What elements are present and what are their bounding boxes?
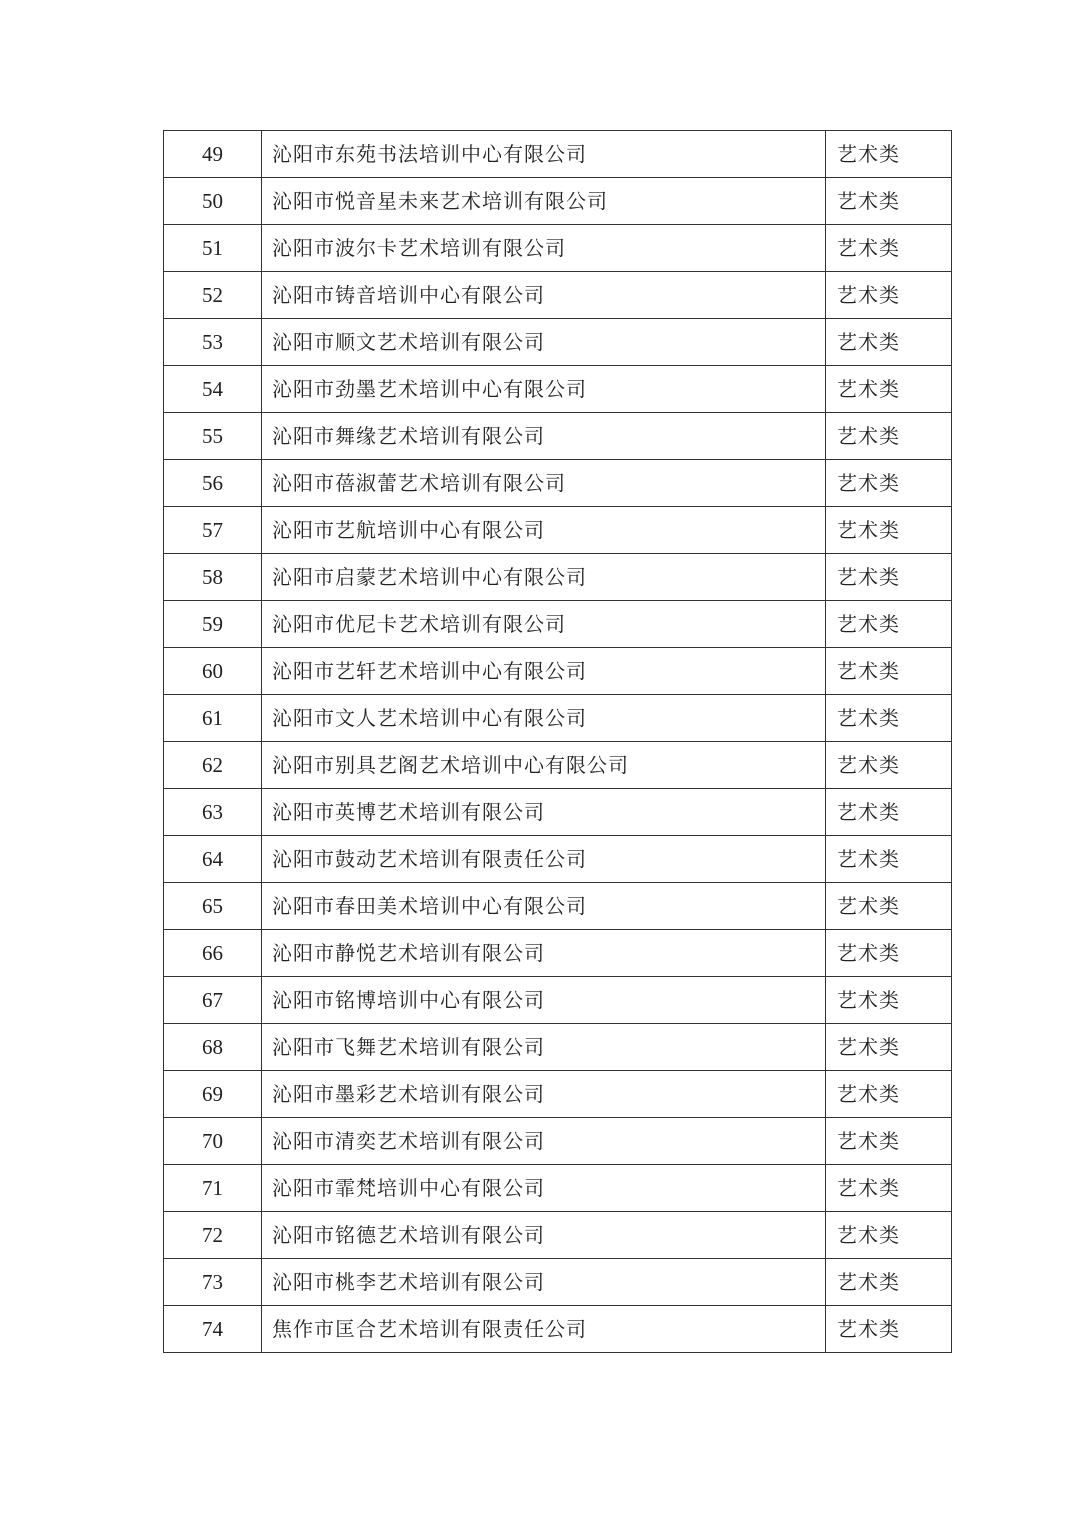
category-cell: 艺术类 bbox=[826, 1165, 952, 1212]
institution-name-cell: 沁阳市春田美术培训中心有限公司 bbox=[262, 883, 826, 930]
table-row bbox=[164, 742, 952, 789]
table-row bbox=[164, 413, 952, 460]
institution-name-cell: 沁阳市清奕艺术培训有限公司 bbox=[262, 1118, 826, 1165]
category-cell: 艺术类 bbox=[826, 366, 952, 413]
category-cell: 艺术类 bbox=[826, 554, 952, 601]
table-row bbox=[164, 366, 952, 413]
table-row bbox=[164, 178, 952, 225]
category-cell: 艺术类 bbox=[826, 1071, 952, 1118]
table-row bbox=[164, 648, 952, 695]
row-number-cell: 70 bbox=[164, 1118, 262, 1165]
row-number-cell: 63 bbox=[164, 789, 262, 836]
institution-name-cell: 沁阳市铭博培训中心有限公司 bbox=[262, 977, 826, 1024]
institution-name-cell: 沁阳市霏梵培训中心有限公司 bbox=[262, 1165, 826, 1212]
table-body bbox=[164, 131, 952, 1353]
table-row bbox=[164, 601, 952, 648]
row-number-cell: 52 bbox=[164, 272, 262, 319]
row-number-cell: 67 bbox=[164, 977, 262, 1024]
row-number-cell: 55 bbox=[164, 413, 262, 460]
institution-name-cell: 沁阳市英博艺术培训有限公司 bbox=[262, 789, 826, 836]
table-row bbox=[164, 1071, 952, 1118]
category-cell: 艺术类 bbox=[826, 1212, 952, 1259]
institution-name-cell: 沁阳市顺文艺术培训有限公司 bbox=[262, 319, 826, 366]
row-number-cell: 51 bbox=[164, 225, 262, 272]
institution-name-cell: 沁阳市铸音培训中心有限公司 bbox=[262, 272, 826, 319]
category-cell: 艺术类 bbox=[826, 460, 952, 507]
institution-name-cell: 沁阳市艺航培训中心有限公司 bbox=[262, 507, 826, 554]
institution-name-cell: 焦作市匡合艺术培训有限责任公司 bbox=[262, 1306, 826, 1353]
institution-name-cell: 沁阳市铭德艺术培训有限公司 bbox=[262, 1212, 826, 1259]
institution-name-cell: 沁阳市鼓动艺术培训有限责任公司 bbox=[262, 836, 826, 883]
table-row bbox=[164, 507, 952, 554]
category-cell: 艺术类 bbox=[826, 225, 952, 272]
table-row bbox=[164, 1118, 952, 1165]
institution-name-cell: 沁阳市悦音星未来艺术培训有限公司 bbox=[262, 178, 826, 225]
category-cell: 艺术类 bbox=[826, 601, 952, 648]
institution-name-cell: 沁阳市静悦艺术培训有限公司 bbox=[262, 930, 826, 977]
table-row bbox=[164, 1306, 952, 1353]
institution-name-cell: 沁阳市优尼卡艺术培训有限公司 bbox=[262, 601, 826, 648]
row-number-cell: 50 bbox=[164, 178, 262, 225]
category-cell: 艺术类 bbox=[826, 648, 952, 695]
category-cell: 艺术类 bbox=[826, 272, 952, 319]
category-cell: 艺术类 bbox=[826, 977, 952, 1024]
table-row bbox=[164, 930, 952, 977]
category-cell: 艺术类 bbox=[826, 789, 952, 836]
category-cell: 艺术类 bbox=[826, 695, 952, 742]
institution-name-cell: 沁阳市文人艺术培训中心有限公司 bbox=[262, 695, 826, 742]
institution-name-cell: 沁阳市艺轩艺术培训中心有限公司 bbox=[262, 648, 826, 695]
row-number-cell: 65 bbox=[164, 883, 262, 930]
table-row bbox=[164, 554, 952, 601]
institution-name-cell: 沁阳市劲墨艺术培训中心有限公司 bbox=[262, 366, 826, 413]
table-row bbox=[164, 225, 952, 272]
institution-name-cell: 沁阳市蓓淑蕾艺术培训有限公司 bbox=[262, 460, 826, 507]
table-row bbox=[164, 695, 952, 742]
institution-name-cell: 沁阳市桃李艺术培训有限公司 bbox=[262, 1259, 826, 1306]
category-cell: 艺术类 bbox=[826, 1118, 952, 1165]
category-cell: 艺术类 bbox=[826, 836, 952, 883]
table-row bbox=[164, 319, 952, 366]
institution-name-cell: 沁阳市墨彩艺术培训有限公司 bbox=[262, 1071, 826, 1118]
table-row bbox=[164, 883, 952, 930]
category-cell: 艺术类 bbox=[826, 131, 952, 178]
row-number-cell: 58 bbox=[164, 554, 262, 601]
category-cell: 艺术类 bbox=[826, 883, 952, 930]
row-number-cell: 53 bbox=[164, 319, 262, 366]
category-cell: 艺术类 bbox=[826, 507, 952, 554]
category-cell: 艺术类 bbox=[826, 178, 952, 225]
institution-name-cell: 沁阳市飞舞艺术培训有限公司 bbox=[262, 1024, 826, 1071]
table-row bbox=[164, 1259, 952, 1306]
category-cell: 艺术类 bbox=[826, 1259, 952, 1306]
row-number-cell: 66 bbox=[164, 930, 262, 977]
table-row bbox=[164, 1212, 952, 1259]
institution-name-cell: 沁阳市别具艺阁艺术培训中心有限公司 bbox=[262, 742, 826, 789]
row-number-cell: 69 bbox=[164, 1071, 262, 1118]
category-cell: 艺术类 bbox=[826, 1306, 952, 1353]
institution-table bbox=[163, 130, 952, 1353]
category-cell: 艺术类 bbox=[826, 930, 952, 977]
institution-name-cell: 沁阳市东苑书法培训中心有限公司 bbox=[262, 131, 826, 178]
row-number-cell: 62 bbox=[164, 742, 262, 789]
table-row bbox=[164, 460, 952, 507]
category-cell: 艺术类 bbox=[826, 319, 952, 366]
table-row bbox=[164, 1165, 952, 1212]
institution-name-cell: 沁阳市波尔卡艺术培训有限公司 bbox=[262, 225, 826, 272]
row-number-cell: 59 bbox=[164, 601, 262, 648]
row-number-cell: 71 bbox=[164, 1165, 262, 1212]
category-cell: 艺术类 bbox=[826, 742, 952, 789]
table-row bbox=[164, 1024, 952, 1071]
row-number-cell: 49 bbox=[164, 131, 262, 178]
row-number-cell: 56 bbox=[164, 460, 262, 507]
table-row bbox=[164, 789, 952, 836]
row-number-cell: 60 bbox=[164, 648, 262, 695]
table-row bbox=[164, 836, 952, 883]
institution-name-cell: 沁阳市启蒙艺术培训中心有限公司 bbox=[262, 554, 826, 601]
institution-name-cell: 沁阳市舞缘艺术培训有限公司 bbox=[262, 413, 826, 460]
row-number-cell: 68 bbox=[164, 1024, 262, 1071]
table-row bbox=[164, 131, 952, 178]
row-number-cell: 61 bbox=[164, 695, 262, 742]
table-row bbox=[164, 977, 952, 1024]
row-number-cell: 64 bbox=[164, 836, 262, 883]
row-number-cell: 73 bbox=[164, 1259, 262, 1306]
row-number-cell: 57 bbox=[164, 507, 262, 554]
table-row bbox=[164, 272, 952, 319]
row-number-cell: 74 bbox=[164, 1306, 262, 1353]
category-cell: 艺术类 bbox=[826, 413, 952, 460]
row-number-cell: 72 bbox=[164, 1212, 262, 1259]
row-number-cell: 54 bbox=[164, 366, 262, 413]
category-cell: 艺术类 bbox=[826, 1024, 952, 1071]
